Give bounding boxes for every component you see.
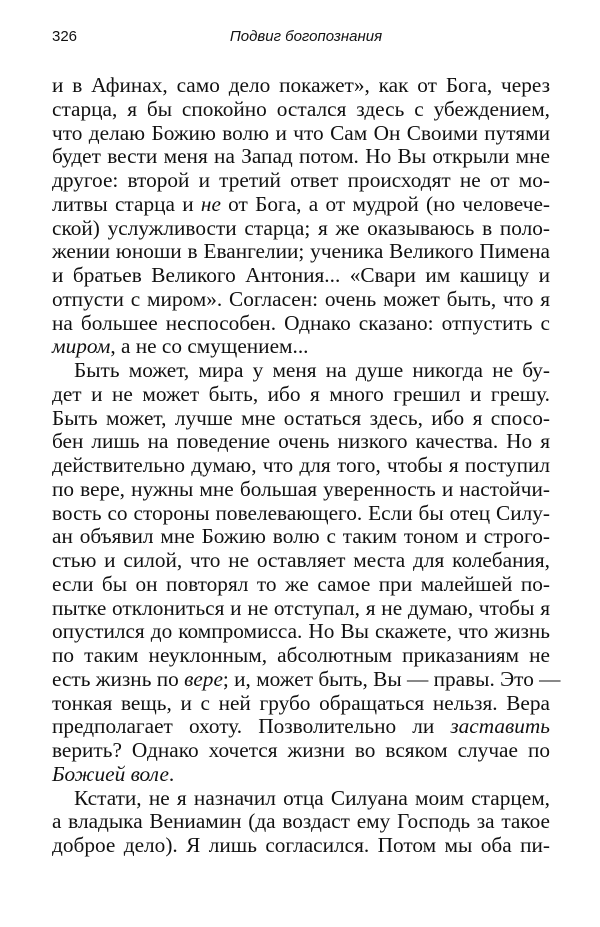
text-line: тонкая вещь, и с ней грубо обращаться нельзя. Вера: [52, 690, 550, 715]
text-line: есть жизнь по вере; и, может быть, Вы — правы. Это —: [52, 666, 561, 691]
page-header: [52, 28, 550, 52]
text-line: ской) услужливости старца; я же оказываюсь в поло-: [52, 215, 550, 240]
emphasis: заставить: [450, 714, 550, 739]
emphasis: вере: [184, 666, 223, 691]
text-line: отпусти с миром». Согласен: очень может быть, что я: [52, 286, 550, 311]
page-number: 326: [52, 28, 78, 45]
text-line: а владыка Вениамин (да воздаст ему Господь за такое: [52, 809, 550, 834]
emphasis: не: [200, 191, 221, 216]
text-line: и братьев Великого Антония... «Свари им кашицу и: [52, 263, 550, 287]
text-line: что делаю Божию волю и что Сам Он Своими путями: [52, 120, 550, 145]
text-line: жении юноши в Евангелии; ученика Великого Пимена: [52, 239, 550, 264]
text-line: верить? Однако хочется жизни во всяком случае по: [52, 738, 550, 762]
text-line: и в Афинах, само дело покажет», как от Бога, через: [52, 73, 550, 97]
text-line: пытке отклониться и не отступал, я не думаю, чтобы я: [52, 595, 550, 620]
running-title: Подвиг богопознания: [229, 28, 383, 45]
text-line: литвы старца и не от Бога, а от мудрой (но человече-: [52, 191, 550, 216]
text-line: миром, а не со смущением...: [52, 334, 309, 359]
text-line: Быть может, мира у меня на душе никогда не бу-: [74, 358, 550, 382]
text-line: другое: второй и третий ответ происходят не от мо-: [52, 168, 550, 192]
text-line: на большее неспособен. Однако сказано: отпустить с: [52, 310, 550, 335]
text-line: вость со стороны повелевающего. Если бы отец Силу-: [52, 500, 550, 525]
text-line: бен лишь на поведение очень низкого качества. Но я: [52, 429, 550, 454]
emphasis: Божией воле: [52, 761, 169, 786]
text-line: ан объявил мне Божию волю с таким тоном и строго-: [52, 524, 550, 549]
text-line: Быть может, лучше мне остаться здесь, ибо я спосо-: [52, 405, 550, 430]
text-line: старца, я бы спокойно остался здесь с убеждением,: [52, 96, 550, 121]
text-line: предполагает охоту. Позволительно ли заставить: [52, 714, 550, 739]
text-line: доброе дело). Я лишь согласился. Потом мы оба пи-: [52, 833, 550, 857]
text-line: опустился до компромисса. Но Вы скажете, что жизнь: [52, 619, 550, 644]
text-line: стью и силой, что не оставляет места для колебания,: [52, 548, 550, 572]
text-line: Божией воле.: [52, 761, 175, 786]
text-line: действительно думаю, что для того, чтобы я поступил: [52, 453, 550, 477]
emphasis: миром: [52, 334, 111, 359]
text-line: Кстати, не я назначил отца Силуана моим старцем,: [74, 785, 550, 810]
text-line: если бы он повторял то же самое при малейшей по-: [52, 571, 550, 596]
text-line: по таким неуклонным, абсолютным приказаниям не: [52, 643, 550, 667]
body-text: [52, 73, 561, 858]
text-line: дет и не может быть, ибо я много грешил и грешу.: [52, 381, 550, 406]
text-line: по вере, нужны мне большая уверенность и настойчи-: [52, 476, 550, 501]
text-line: будет вести меня на Запад потом. Но Вы открыли мне: [52, 144, 550, 169]
